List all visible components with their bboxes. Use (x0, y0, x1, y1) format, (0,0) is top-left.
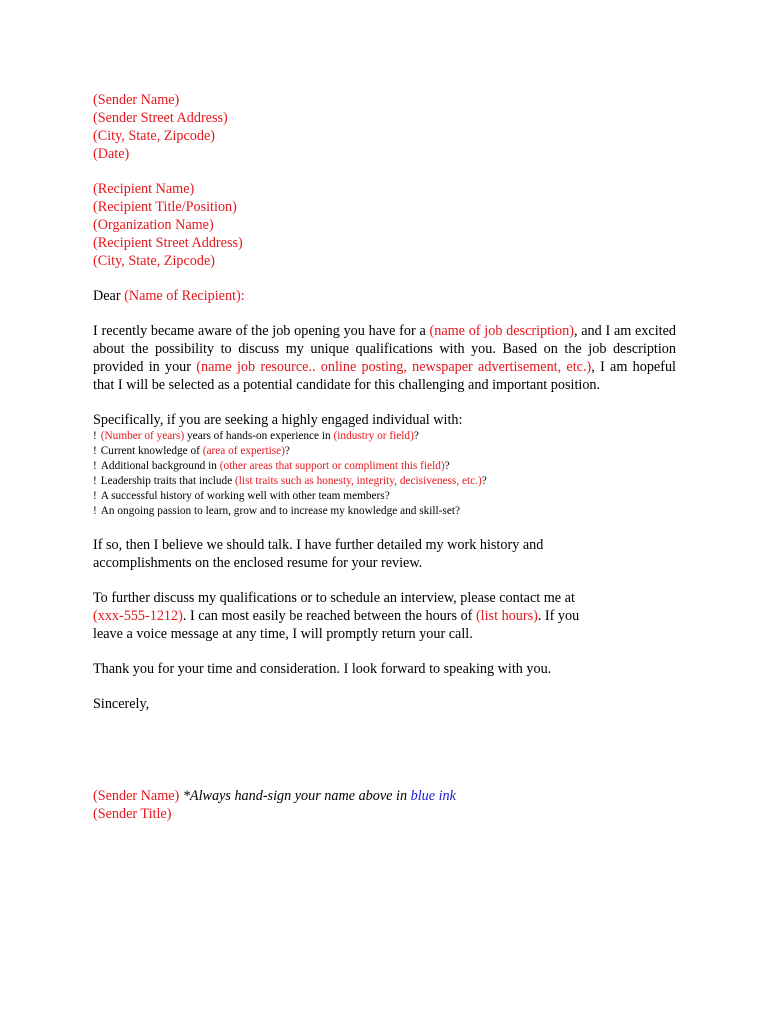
list-item (93, 429, 676, 444)
signature-note: *Always hand-sign your name above in (179, 788, 411, 804)
qualifications-list (93, 429, 676, 519)
list-item-text: Leadership traits that include (100, 475, 236, 487)
recipient-address-block (93, 180, 676, 270)
list-item-text: ? (284, 445, 290, 457)
bullet-mark: ! (93, 430, 97, 442)
industry-placeholder: (industry or field) (333, 430, 414, 442)
paragraph-contact-text: . I can most easily be reached between the hours of (182, 608, 476, 624)
paragraph-talk-line-1: If so, then I believe we should talk. I have further detailed my work history and (93, 537, 544, 553)
paragraph-talk (93, 536, 676, 572)
paragraph-intro-text-1: I recently became aware of the job opening you have for a (93, 323, 430, 339)
expertise-placeholder: (area of expertise) (202, 445, 285, 457)
recipient-organization: (Organization Name) (93, 217, 214, 233)
years-placeholder: (Number of years) (100, 430, 185, 442)
recipient-street: (Recipient Street Address) (93, 235, 243, 251)
list-item-text: Current knowledge of (100, 445, 203, 457)
hours-placeholder: (list hours) (475, 608, 538, 624)
phone-placeholder: (xxx-555-1212) (93, 608, 183, 624)
bullet-mark: ! (93, 475, 97, 487)
bullet-mark: ! (93, 445, 97, 457)
signature-sender-title: (Sender Title) (93, 806, 172, 822)
sender-name: (Sender Name) (93, 92, 180, 108)
traits-placeholder: (list traits such as honesty, integrity, decisiveness, etc.) (235, 475, 482, 487)
letter-body (93, 91, 676, 823)
salutation (93, 287, 676, 305)
bullet-mark: ! (93, 505, 97, 517)
list-item-text: years of hands-on experience in (184, 430, 334, 442)
bullet-mark: ! (93, 460, 97, 472)
qualifications-intro: Specifically, if you are seeking a highly engaged individual with: (93, 412, 463, 428)
paragraph-contact-line-2 (93, 607, 676, 625)
paragraph-intro-text-2: , and I am excited about the possibility to discuss my unique qualifications with you. Based on the job description provided in your (93, 323, 676, 375)
recipient-city: (City, State, Zipcode) (93, 253, 216, 269)
paragraph-thanks: Thank you for your time and consideration. I look forward to speaking with you. (93, 661, 552, 677)
signature-block (93, 787, 676, 823)
list-item-text: Additional background in (100, 460, 220, 472)
paragraph-contact (93, 589, 676, 643)
list-item-text: ? (481, 475, 487, 487)
list-item (93, 474, 676, 489)
paragraph-qualifications (93, 411, 676, 519)
blue-ink-text: blue ink (410, 788, 456, 804)
paragraph-talk-line-2: accomplishments on the enclosed resume for your review. (93, 555, 423, 571)
paragraph-contact-line-3: leave a voice message at any time, I will promptly return your call. (93, 626, 473, 642)
job-description-placeholder: (name of job description) (429, 323, 574, 339)
salutation-prefix: Dear (93, 288, 125, 304)
list-item-text: ? (413, 430, 419, 442)
bullet-mark: ! (93, 490, 97, 502)
job-resource-placeholder: (name job resource.. online posting, newspaper advertisement, etc.) (196, 359, 592, 375)
sender-city: (City, State, Zipcode) (93, 128, 216, 144)
sender-address-block (93, 91, 676, 163)
background-placeholder: (other areas that support or compliment this field) (219, 460, 445, 472)
letter-date: (Date) (93, 146, 130, 162)
salutation-placeholder: (Name of Recipient): (124, 288, 245, 304)
paragraph-contact-line-1: To further discuss my qualifications or to schedule an interview, please contact me at (93, 590, 575, 606)
sender-street: (Sender Street Address) (93, 110, 228, 126)
paragraph-intro-text-3: , I am hopeful that I will be selected as a potential candidate for this challenging and important position. (93, 359, 676, 393)
paragraph-contact-text: . If you (537, 608, 580, 624)
list-item-text: ? (444, 460, 450, 472)
signature-line (93, 787, 676, 805)
paragraph-intro (93, 322, 676, 394)
list-item (93, 489, 676, 504)
list-item (93, 444, 676, 459)
closing: Sincerely, (93, 696, 150, 712)
list-item-text: An ongoing passion to learn, grow and to increase my knowledge and skill-set? (100, 505, 460, 517)
recipient-title: (Recipient Title/Position) (93, 199, 237, 215)
list-item (93, 504, 676, 519)
list-item-text: A successful history of working well with other team members? (100, 490, 390, 502)
signature-space (93, 713, 676, 787)
recipient-name: (Recipient Name) (93, 181, 195, 197)
list-item (93, 459, 676, 474)
signature-sender-name: (Sender Name) (93, 788, 180, 804)
